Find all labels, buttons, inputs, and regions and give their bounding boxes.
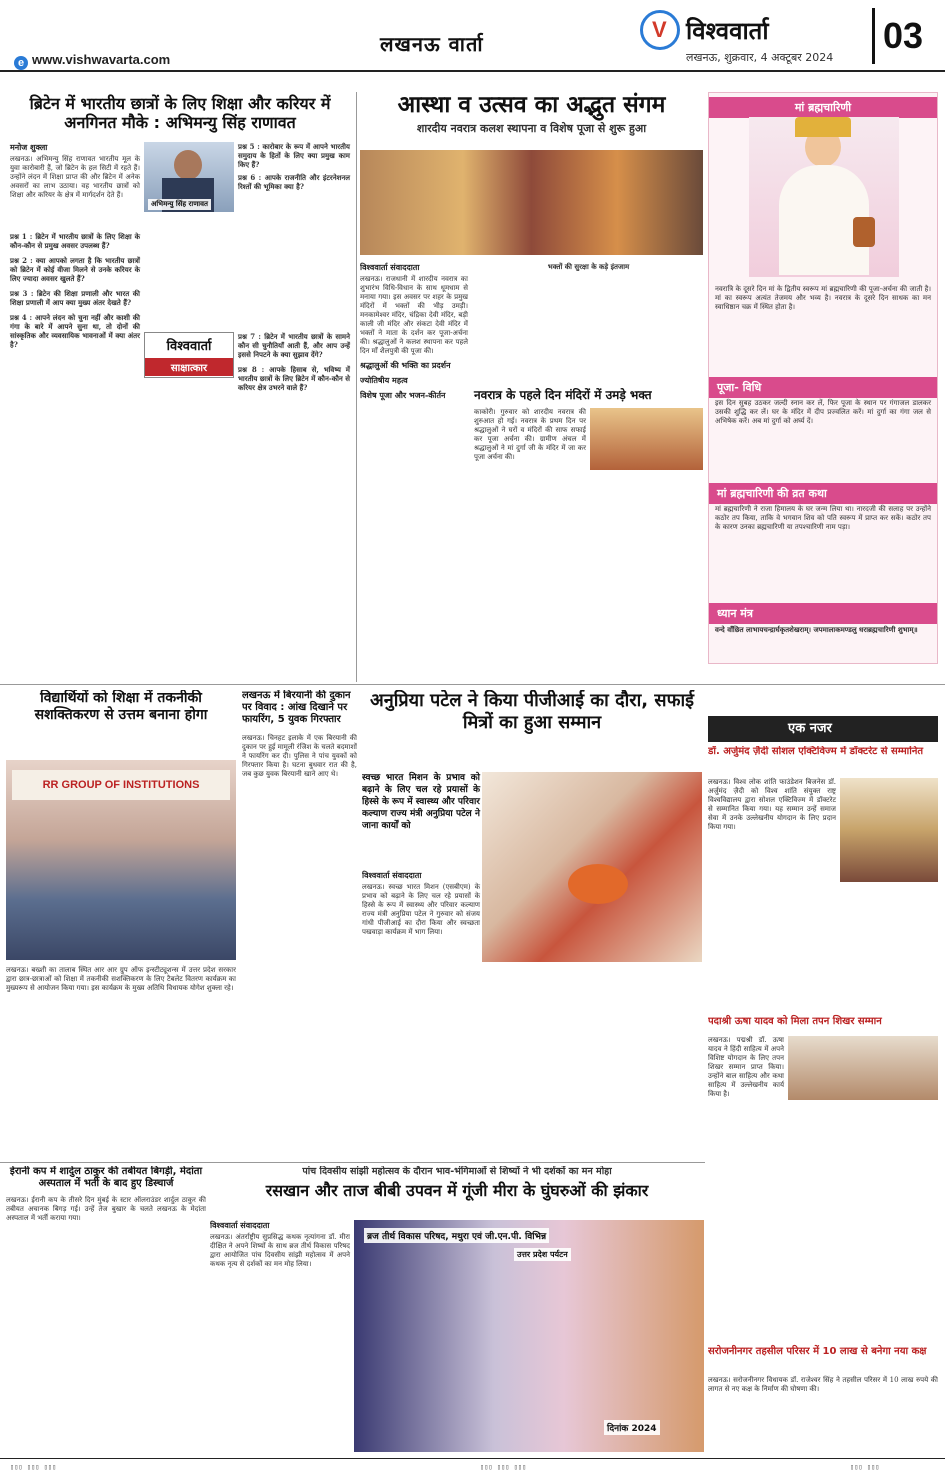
mantra-text: वन्दे वाँछित लाभायचन्द्रार्घकृतशेखराम्। जपमालाकमण्डलु धराब्रह्मचारिणी शुभाम्॥ <box>715 625 918 634</box>
rr-group-photo <box>6 760 236 960</box>
temple-collage-photo <box>360 150 703 255</box>
page-number: 03 <box>872 8 938 64</box>
issue-date: लखनऊ, शुक्रवार, 4 अक्टूबर 2024 <box>686 51 834 64</box>
pgi-body: लखनऊ। स्वच्छ भारत मिशन (एसबीएम) के प्रभाव को बढ़ाने के लिए चल रहे प्रयासों के हिस्से के रूप में स्वास्थ्य और परिवार कल्याण राज्य मंत्री अनुप्रिया पटेल ने गुरुवार को संजय गांधी पीजीआई का दौरा किया और स्वच्छता पखवाड़ा कार्यक्रम में भाग लिया। <box>362 883 480 936</box>
sanjhi-body: लखनऊ। अंतर्राष्ट्रीय सुप्रसिद्ध कथक नृत्यांगना डॉ. मीरा दीक्षित ने अपने शिष्यों के साथ ब्रज तीर्थ विकास परिषद द्वारा आयोजित पांच दिवसीय सांझी महोत्सव में अपने कथक नृत्य से दर्शकों का मन मोह लिया। <box>210 1233 350 1268</box>
temple-idol-photo <box>590 408 703 470</box>
sanjhi-photo-date: दिनांक 2024 <box>604 1420 660 1435</box>
navratri-sub-1: श्रद्धालुओं की भक्ति का प्रदर्शन <box>360 361 451 370</box>
pgi-photo <box>482 772 702 962</box>
sidebar-intro: नवरात्रि के दूसरे दिन मां के द्वितीय स्वरूप मां ब्रह्मचारिणी की पूजा-अर्चना की जाती है। मां का स्वरूप अत्यंत तेजमय और भव्य है। नवरात्र के दूसरे दिन साधक का मन स्वाधिष्ठान चक्र में स्थित होता है। <box>715 285 931 311</box>
goddess-illustration <box>749 117 899 277</box>
navratri-second-body: काकोरी। गुरुवार को शारदीय नवरात्र की शुरुआत हो गई। नवरात्र के प्रथम दिन पर श्रद्धालुओं ने घरों व मंदिरों की साफ सफाई कर पूजा अर्चना की। ग्रामीण अंचल में श्रद्धालुओं ने मां दुर्गा जी के मंदिर में जा कर पूजा अर्चना की। <box>474 408 586 461</box>
sanjhi-kicker: पांच दिवसीय सांझी महोत्सव के दौरान भाव-भंगिमाओं से शिष्यों ने भी दर्शकों का मन मोहा <box>302 1166 612 1177</box>
vidhi-title: पूजा- विधि <box>709 377 937 398</box>
qa-6: प्रश्न 6 : आपके राजनीति और इंटरनेशनल रिश्तों की भूमिका क्या है? <box>238 173 350 191</box>
article-britain-headline: ब्रिटेन में भारतीय छात्रों के लिए शिक्षा और करियर में अनगिनत मौके : अभिमन्यु सिंह राणावत <box>29 94 331 133</box>
ek-nazar-header: एक नजर <box>708 716 938 742</box>
sidebar-brahmacharini <box>708 92 938 664</box>
article-iran-cup <box>6 1166 206 1456</box>
article-britain-lead: लखनऊ। अभिमन्यु सिंह राणावत भारतीय मूल के युवा कारोबारी हैं, जो ब्रिटेन के हल सिटी में रहते हैं। उन्होंने लंदन में शिक्षा प्राप्त की और ब्रिटेन में अनेक अवसरों का लाभ उठाया। वह भारतीय छात्रों को शिक्षा और करियर के क्षेत्र में मार्गदर्शन देते हैं। <box>10 155 140 199</box>
navratri-sub-2: ज्योतिषीय महत्व <box>360 376 408 385</box>
sanjhi-photo-banner-2: उत्तर प्रदेश पर्यटन <box>514 1248 571 1261</box>
navratri-sub-3: विशेष पूजा और भजन-कीर्तन <box>360 391 446 400</box>
interview-logo-label: विश्ववार्ता <box>166 339 212 354</box>
biryani-body: लखनऊ। चिनहट इलाके में एक बिरयानी की दुकान पर हुई मामूली रंजिश के चलते बदमाशों ने फायरिंग कर दी। पुलिस ने पांच युवकों को गिरफ्तार किया है। घटना बुधवार रात की है, जब कुछ युवक बिरयानी खाने आए थे। <box>242 734 357 778</box>
katha-title: मां ब्रह्मचारिणी की व्रत कथा <box>709 483 937 504</box>
qa-3: प्रश्न 3 : ब्रिटेन की शिक्षा प्रणाली और भारत की शिक्षा प्रणाली में आप क्या मुख्य अंतर देखते हैं? <box>10 289 140 307</box>
qa-5: प्रश्न 5 : कारोबार के रूप में आपने भारतीय समुदाय के हितों के लिए क्या प्रमुख काम किए हैं? <box>238 142 350 169</box>
iran-body: लखनऊ। ईरानी कप के तीसरे दिन मुंबई के स्टार ऑलराउंडर शार्दुल ठाकुर की तबीयत अचानक बिगड़ गई। उन्हें तेज बुखार के चलते लखनऊ के मेदांता अस्पताल में भर्ती कराया गया। <box>6 1196 206 1222</box>
ek-item2-headline: पदाश्री ऊषा यादव को मिला तपन शिखर सम्मान <box>708 1016 882 1027</box>
print-marks-mid: ▯▯▯ ▯▯▯ ▯▯▯ <box>480 1463 527 1471</box>
article-navratri <box>360 92 703 682</box>
mantra-title: ध्यान मंत्र <box>709 603 937 624</box>
sidebar-title: मां ब्रह्मचारिणी <box>709 97 937 118</box>
article-rr-group <box>6 690 236 1160</box>
qa-4: प्रश्न 4 : आपने लंदन को चुना नहीं और काशी की गंगा के बारे में आपने सुना था, तो दोनों की सांस्कृतिक और व्यवसायिक भावनाओं में क्या अंतर है? <box>10 313 140 349</box>
navratri-byline: विश्ववार्ता संवाददाता <box>360 263 420 272</box>
rr-banner: RR GROUP OF INSTITUTIONS <box>12 770 230 800</box>
browser-e-icon: e <box>14 56 28 70</box>
website-url-text: www.vishwavarta.com <box>32 52 171 67</box>
ek-nazar-column <box>708 746 938 1446</box>
brand-logo-icon <box>640 10 680 50</box>
ek-item1-photo <box>840 778 938 882</box>
katha-body: मां ब्रह्मचारिणी ने राजा हिमालय के घर जन्म लिया था। नारदजी की सलाह पर उन्होंने कठोर तप किया, ताकि वे भगवान शिव को पति स्वरूप में प्राप्त कर सकें। कठोर तप के कारण उनका ब्रह्मचारिणी या तपश्चारिणी नाम पड़ा। <box>715 505 931 531</box>
print-marks-right: ▯▯▯ ▯▯▯ <box>850 1463 880 1471</box>
ek-item3-headline: सरोजनीनगर तहसील परिसर में 10 लाख से बनेगा नया कक्ष <box>708 1346 927 1357</box>
article-biryani <box>242 690 357 1160</box>
interview-logo-box <box>144 332 234 378</box>
pgi-byline: विश्ववार्ता संवाददाता <box>362 871 422 880</box>
ek-item1-body: लखनऊ। विश्व लोक शांति फाउंडेशन बिजनेस डॉ. अर्जुमंद ज़ैदी को विश्व शांति संयुक्त राष्ट्र विश्वविद्यालय द्वारा सोशल एक्टिविज्म में डॉक्टरेट से सम्मानित किया गया। यह सम्मान उन्हें समाज सेवा में उनके उल्लेखनीय योगदान के लिए प्रदान किया गया। <box>708 778 836 831</box>
ek-item2-body: लखनऊ। पद्मश्री डॉ. ऊषा यादव ने हिंदी साहित्य में अपने विशिष्ट योगदान के लिए तपन शिखर सम्मान प्राप्त किया। उन्होंने बाल साहित्य और कथा साहित्य में उल्लेखनीय कार्य किया है। <box>708 1036 784 1098</box>
sanjhi-headline: रसखान और ताज बीबी उपवन में गूंजी मीरा के घुंघरुओं की झंकार <box>265 1181 649 1201</box>
navratri-headline: आस्था व उत्सव का अद्भुत संगम <box>397 92 666 118</box>
qa-7: प्रश्न 7 : ब्रिटेन में भारतीय छात्रों के सामने कौन सी चुनौतियाँ आती हैं, और आप उन्हें इससे निपटने के क्या सुझाव देंगे? <box>238 332 350 359</box>
britain-portrait-photo <box>144 142 234 212</box>
footer-bar <box>0 1458 945 1473</box>
ek-item2-photo <box>788 1036 938 1100</box>
column-divider <box>356 92 357 682</box>
qa-1: प्रश्न 1 : ब्रिटेन में भारतीय छात्रों के लिए शिक्षा के कौन-कौन से प्रमुख अवसर उपलब्ध हैं? <box>10 232 140 250</box>
sanjhi-photo-banner: ब्रज तीर्थ विकास परिषद, मथुरा एवं जी.एन.पी. विभिन्न <box>364 1228 549 1243</box>
britain-photo-caption: अभिमन्यु सिंह राणावत <box>148 199 211 210</box>
rr-body: लखनऊ। बख्शी का तालाब स्थित आर आर ग्रुप ऑफ इन्स्टीट्यूशन्स में उत्तर प्रदेश सरकार द्वारा छात्र-छात्राओं को शिक्षा में तकनीकी सशक्तिकरण के लिए टैबलेट वितरण कार्यक्रम का मुख्यरूप से आयोजन किया गया। इस कार्यक्रम के मुख्य अतिथि विधायक योगेश शुक्ला रहे। <box>6 966 236 992</box>
qa-8: प्रश्न 8 : आपके हिसाब से, भविष्य में भारतीय छात्रों के लिए ब्रिटेन में कौन-कौन से करियर क्षेत्र उभरने वाले हैं? <box>238 365 350 392</box>
navratri-second-headline: नवरात्र के पहले दिन मंदिरों में उमड़े भक्त <box>474 388 652 402</box>
vidhi-body: इस दिन सुबह उठकर जल्दी स्नान कर लें, फिर पूजा के स्थान पर गंगाजल डालकर उसकी शुद्धि कर लें। घर के मंदिर में दीप प्रज्वलित करें। मां दुर्गा का गंगा जल से अभिषेक करें। अब मां दुर्गा को अर्घ्य दें। <box>715 399 931 425</box>
navratri-subhead: शारदीय नवरात्र कलश स्थापना व विशेष पूजा से शुरू हुआ <box>416 121 647 135</box>
print-marks-left: ▯▯▯ ▯▯▯ ▯▯▯ <box>10 1463 57 1471</box>
article-britain-byline: मनोज शुक्ला <box>10 143 48 152</box>
article-britain <box>6 92 354 682</box>
pgi-pullquote: स्वच्छ भारत मिशन के प्रभाव को बढ़ाने के लिए चल रहे प्रयासों के हिस्से के रूप में स्वास्थ्य और परिवार कल्याण राज्य मंत्री अनुप्रिया पटेल ने जाना कार्यों को <box>362 773 480 831</box>
article-pgi <box>362 690 702 1160</box>
qa-2: प्रश्न 2 : क्या आपको लगता है कि भारतीय छात्रों को ब्रिटेन में कोई वीजा मिलने से उनके करियर के लिए ज्यादा अवसर खुलते हैं? <box>10 256 140 283</box>
biryani-headline: लखनऊ में बिरयानी की दुकान पर विवाद : आंख दिखाने पर फायरिंग, 5 युवक गिरफ्तार <box>242 690 351 725</box>
rr-headline: विद्यार्थियों को शिक्षा में तकनीकी सशक्तिकरण से उत्तम बनाना होगा <box>34 690 208 723</box>
ek-item1-headline: डॉ. अर्जुमंद ज़ैदी सोशल एक्टिविज्म में डॉक्टरेट से सम्मानित <box>708 746 924 757</box>
row-divider-2 <box>0 1162 705 1163</box>
section-title: लखनऊ वार्ता <box>380 32 484 56</box>
sanjhi-byline: विश्ववार्ता संवाददाता <box>210 1221 270 1230</box>
ek-item3-body: लखनऊ। सरोजनीनगर विधायक डॉ. राजेश्वर सिंह ने तहसील परिसर में 10 लाख रुपये की लागत से नए कक्ष के निर्माण की घोषणा की। <box>708 1376 938 1393</box>
iran-headline: ईरानी कप में शार्दुल ठाकुर की तबीयत बिगड़ी, मेदांता अस्पताल में भर्ती के बाद हुए डिस्चार्ज <box>9 1166 203 1189</box>
sanjhi-photo <box>354 1220 704 1452</box>
masthead <box>0 0 945 72</box>
pgi-headline: अनुप्रिया पटेल ने किया पीजीआई का दौरा, सफाई मित्रों का हुआ सम्मान <box>370 690 694 733</box>
row-divider <box>0 684 945 685</box>
website-url[interactable] <box>14 52 170 70</box>
brand-name: विश्ववार्ता <box>686 17 769 45</box>
article-sanjhi <box>210 1166 704 1456</box>
navratri-caption-bottom: भक्तों की सुरक्षा के कड़े इंतजाम <box>547 262 630 271</box>
navratri-body: लखनऊ। राजधानी में शारदीय नवरात्र का शुभारंभ विधि-विधान के साथ धूमधाम से मनाया गया। इस अवसर पर शहर के प्रमुख मंदिरों में भक्तों की भीड़ उमड़ी। मनकामेश्वर मंदिर, चंद्रिका देवी मंदिर, बड़ी काली जी मंदिर और संकटा देवी मंदिर में भक्तों ने माता के दर्शन कर पूजा-अर्चना की। श्रद्धालुओं ने कलश स्थापना कर पहले दिन माँ शैलपुत्री की पूजा की। <box>360 275 468 355</box>
interview-tag: साक्षात्कार <box>145 358 233 376</box>
